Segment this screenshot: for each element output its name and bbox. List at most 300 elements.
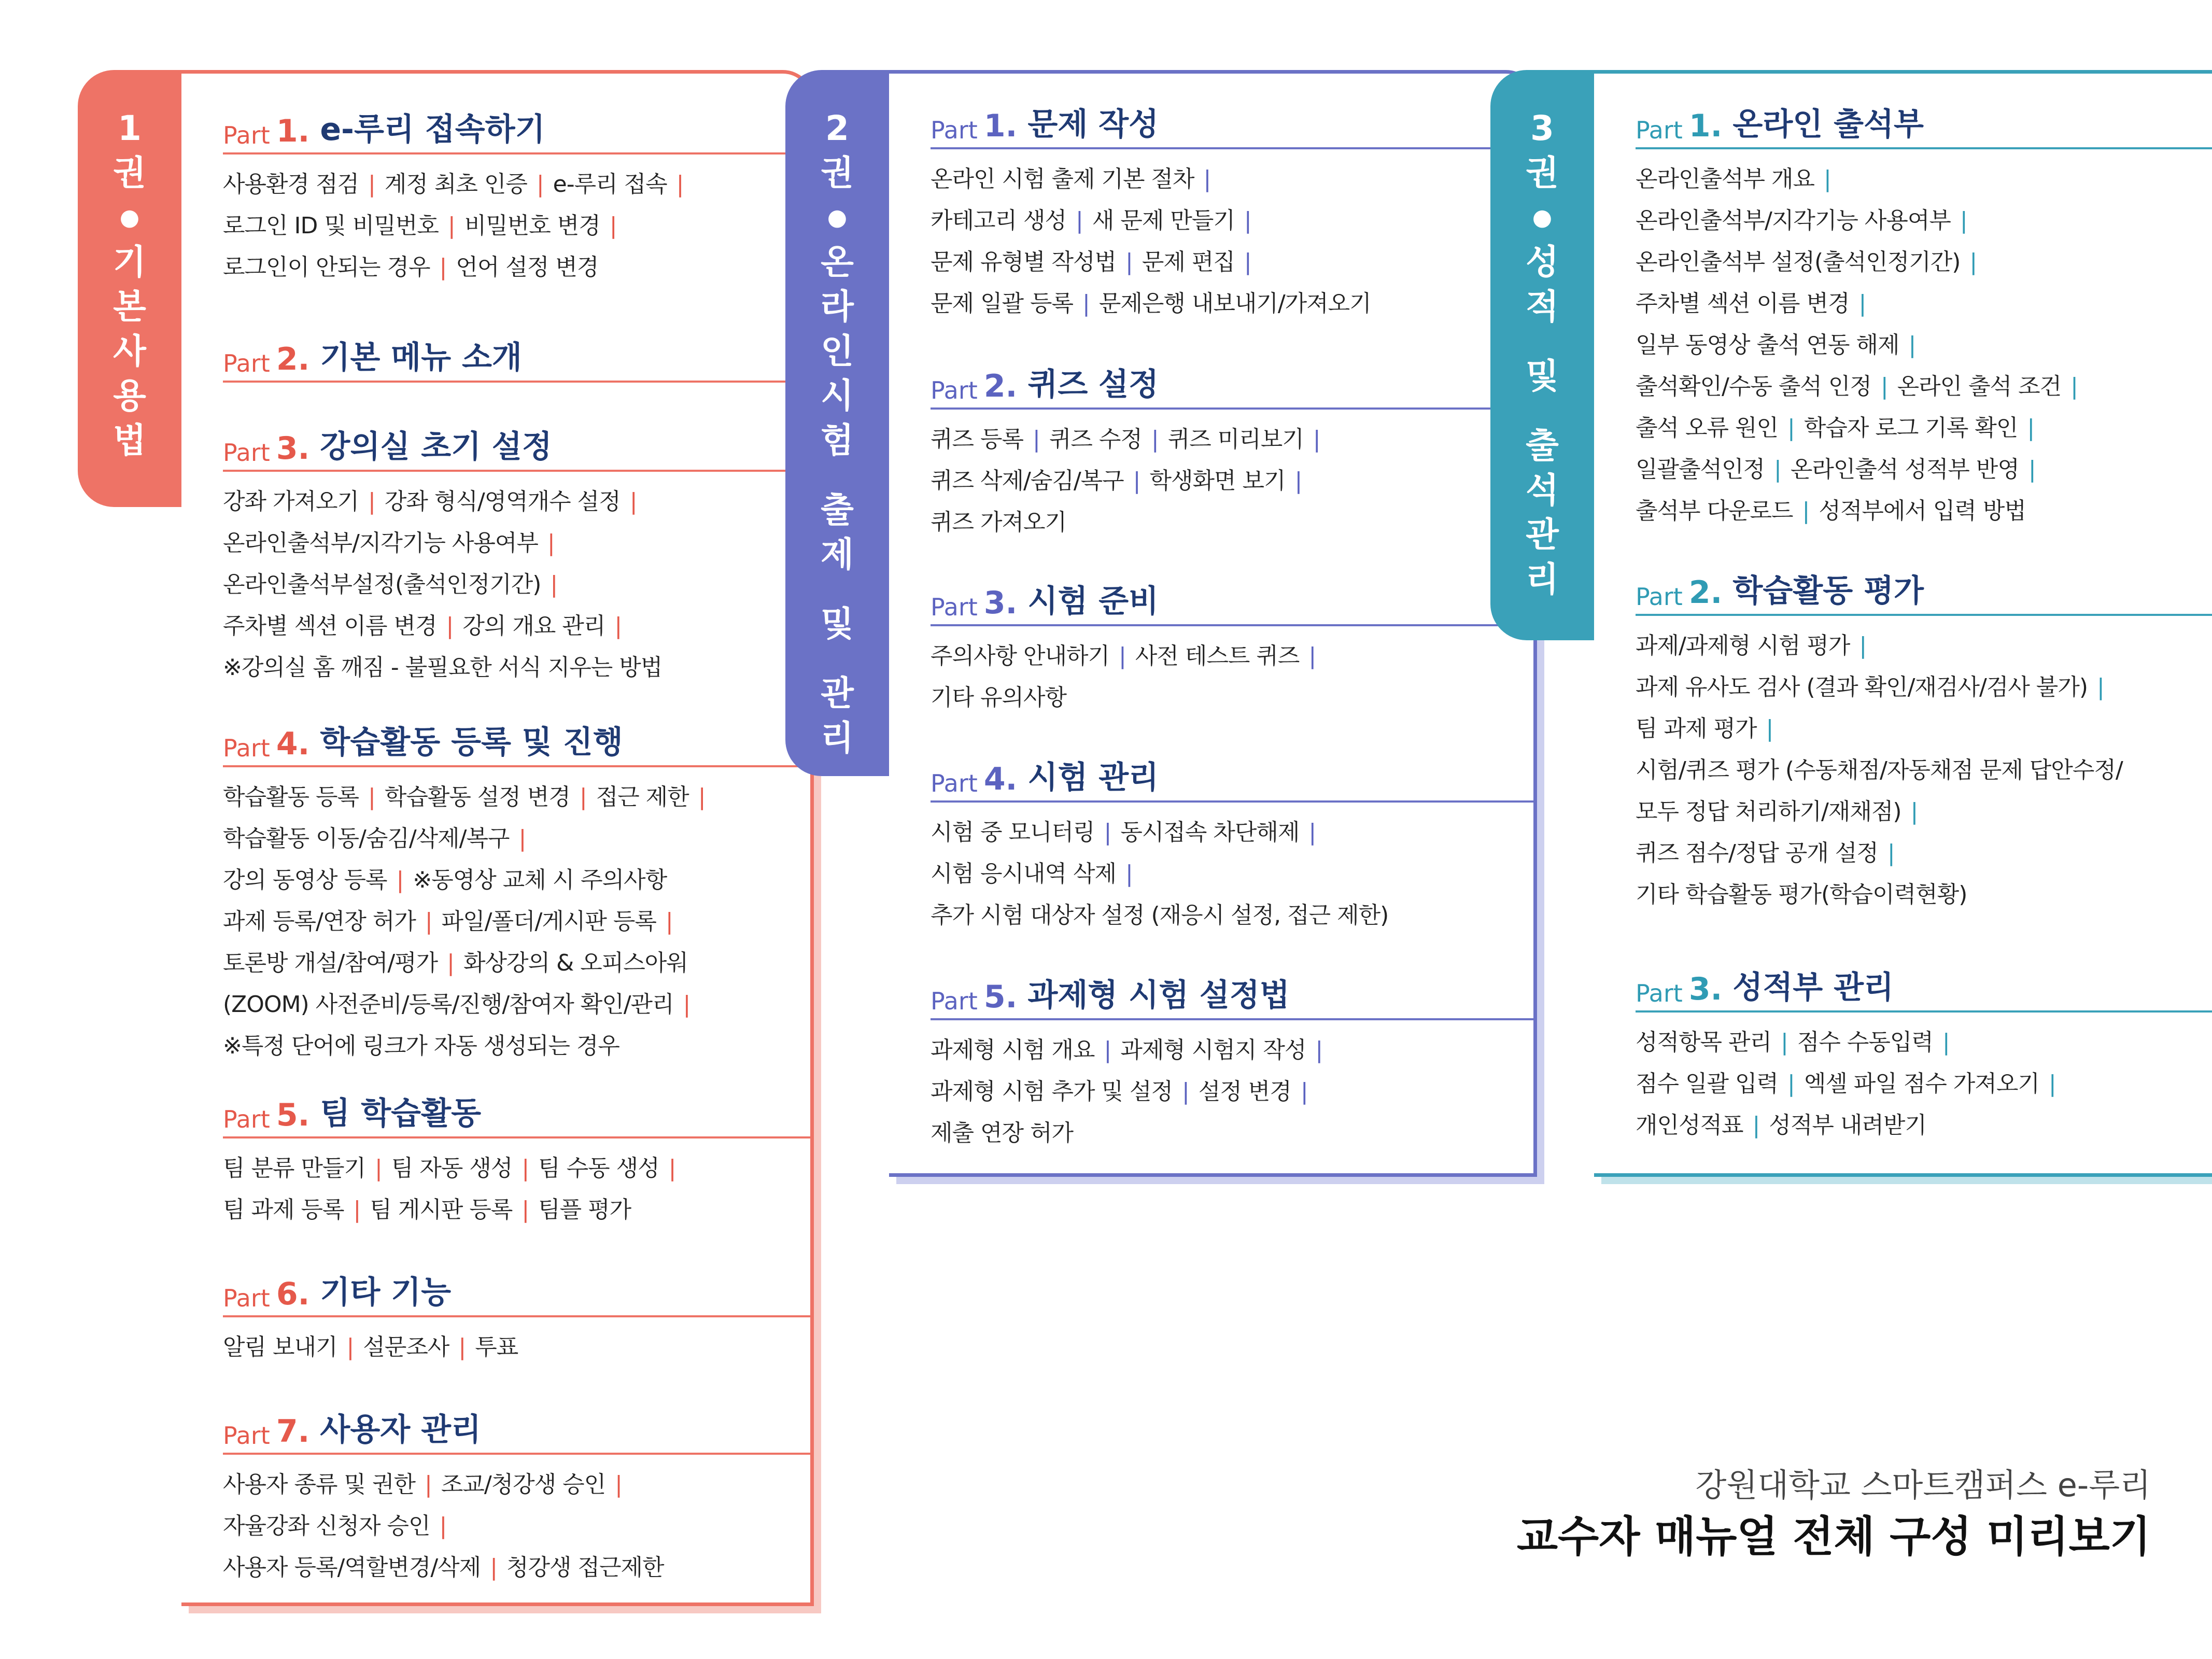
part-label: Part (223, 121, 270, 149)
part-section (223, 724, 810, 1067)
part-section (1636, 969, 2212, 1146)
part-heading (1636, 573, 2212, 616)
list-item: 온라인 시험 출제 기본 절차 (931, 166, 1194, 192)
separator-bar: | (2027, 415, 2035, 441)
list-item: 사용자 등록/역할변경/삭제 (223, 1554, 481, 1581)
part-section (223, 1274, 810, 1368)
separator-bar: | (1181, 1078, 1189, 1105)
separator-bar: | (396, 867, 404, 893)
item-line (223, 777, 810, 818)
separator-bar: | (698, 784, 706, 810)
part-title: 퀴즈 설정 (1027, 367, 1159, 403)
list-item: 주차별 섹션 이름 변경 (223, 613, 437, 639)
item-line (1636, 366, 2212, 407)
list-item: 기타 학습활동 평가(학습이력현황) (1636, 881, 1967, 908)
part-number: 5. (276, 1097, 310, 1133)
list-item: 강의 개요 관리 (462, 613, 605, 639)
part-heading (931, 583, 1533, 626)
separator-bar: | (1308, 643, 1316, 669)
item-line (223, 818, 810, 860)
list-item: 온라인 출석 조건 (1897, 373, 2062, 400)
list-item: 토론방 개설/참여/평가 (223, 950, 438, 976)
item-line (223, 606, 810, 647)
part-title: 시험 준비 (1027, 583, 1159, 620)
list-item: 청강생 접근제한 (506, 1554, 664, 1581)
item-line (1636, 1063, 2212, 1105)
separator-bar: | (1119, 643, 1126, 669)
volume-title-char: 온 (821, 242, 854, 282)
bullet-icon: ● (119, 204, 140, 231)
list-item: 계정 최초 인증 (384, 171, 527, 198)
separator-bar: | (1766, 715, 1773, 742)
part-title: 팀 학습활동 (320, 1095, 482, 1132)
part-heading (1636, 969, 2212, 1013)
list-item: (ZOOM) 사전준비/등록/진행/참여자 확인/관리 (223, 991, 674, 1018)
volume-title-char: 관 (821, 673, 854, 713)
item-line (223, 647, 810, 688)
separator-bar: | (368, 488, 375, 515)
part-item-list (931, 419, 1533, 543)
list-item: 퀴즈 점수/정답 공개 설정 (1636, 840, 1878, 866)
item-line (223, 164, 810, 205)
volume-unit: 권 (1526, 153, 1559, 193)
part-heading (931, 760, 1533, 803)
item-line (1636, 449, 2212, 490)
list-item: 온라인출석부/지각기능 사용여부 (223, 530, 538, 556)
list-item: 자율강좌 신청자 승인 (223, 1513, 430, 1539)
part-number: 3. (276, 430, 310, 467)
list-item: 사용자 종류 및 권한 (223, 1471, 415, 1498)
list-item: 과제형 시험지 작성 (1120, 1037, 1306, 1063)
item-line (931, 200, 1533, 242)
item-line (1636, 325, 2212, 366)
list-item: 추가 시험 대상자 설정 (재응시 설정, 접근 제한) (931, 902, 1389, 929)
item-line (223, 1506, 810, 1547)
part-section (1636, 106, 2212, 532)
separator-bar: | (1781, 1029, 1788, 1056)
list-item: 온라인출석부설정(출석인정기간) (223, 571, 541, 598)
part-title: 시험 관리 (1027, 760, 1159, 796)
volume-title-char: 및 (821, 604, 854, 644)
part-number: 7. (276, 1413, 310, 1450)
separator-bar: | (683, 991, 691, 1018)
part-label: Part (223, 1105, 270, 1133)
item-line (1636, 159, 2212, 200)
item-line (1636, 200, 2212, 242)
list-item: 일부 동영상 출석 연동 해제 (1636, 332, 1899, 358)
list-item: 퀴즈 삭제/숨김/복구 (931, 468, 1124, 494)
item-line (223, 1148, 810, 1189)
separator-bar: | (1294, 468, 1302, 494)
list-item: 온라인출석부 개요 (1636, 166, 1815, 192)
part-label: Part (223, 349, 270, 377)
list-item: 사전 테스트 퀴즈 (1135, 643, 1300, 669)
item-line (1636, 874, 2212, 916)
separator-bar: | (1908, 332, 1916, 358)
separator-bar: | (522, 1155, 529, 1182)
list-item: 새 문제 만들기 (1092, 207, 1235, 234)
item-line (931, 812, 1533, 853)
separator-bar: | (536, 171, 544, 198)
part-number: 4. (983, 761, 1018, 797)
part-item-list (223, 777, 810, 1067)
bullet-icon: ● (1532, 204, 1553, 231)
item-line (1636, 283, 2212, 325)
item-line (223, 1464, 810, 1506)
list-item: 개인성적표 (1636, 1112, 1743, 1138)
list-item: 학습활동 이동/숨김/삭제/복구 (223, 825, 510, 852)
list-item: 카테고리 생성 (931, 207, 1067, 234)
separator-bar: | (446, 613, 454, 639)
list-item: 출석부 다운로드 (1636, 498, 1793, 524)
volume-unit: 권 (821, 153, 854, 193)
item-line (1636, 667, 2212, 708)
part-label: Part (1636, 116, 1683, 144)
item-line (1636, 407, 2212, 449)
separator-bar: | (1125, 861, 1133, 887)
part-item-list (1636, 625, 2212, 916)
separator-bar: | (1752, 1112, 1760, 1138)
list-item: 시험 응시내역 삭제 (931, 861, 1117, 887)
part-label: Part (931, 987, 978, 1015)
footer-title: 교수자 매뉴얼 전체 구성 미리보기 (1516, 1512, 2151, 1562)
part-heading (223, 429, 810, 472)
separator-bar: | (1910, 798, 1918, 825)
separator-bar: | (1104, 1037, 1111, 1063)
part-item-list (223, 1148, 810, 1231)
volume-title-char: 시 (821, 376, 854, 416)
list-item: 출석 오류 원인 (1636, 415, 1778, 441)
part-heading (931, 367, 1533, 410)
item-line (931, 895, 1533, 936)
volume-title-char: 제 (821, 535, 854, 574)
list-item: 퀴즈 가져오기 (931, 509, 1067, 536)
separator-bar: | (615, 1471, 622, 1498)
list-item: 성적항목 관리 (1636, 1029, 1772, 1056)
item-line (931, 502, 1533, 543)
list-item: 제출 연장 허가 (931, 1120, 1073, 1146)
part-item-list (1636, 159, 2212, 532)
part-title: 학습활동 평가 (1732, 573, 1924, 609)
part-heading (1636, 106, 2212, 149)
separator-bar: | (1244, 207, 1251, 234)
item-line (1636, 708, 2212, 750)
volume-title-char: 및 (1526, 356, 1559, 396)
item-line (223, 1327, 810, 1368)
list-item: 로그인 ID 및 비밀번호 (223, 213, 439, 239)
part-title: 성적부 관리 (1732, 969, 1894, 1006)
part-section (931, 760, 1533, 936)
item-line (223, 523, 810, 564)
footer (1517, 1462, 2151, 1566)
list-item: 문제 일괄 등록 (931, 290, 1073, 317)
separator-bar: | (439, 254, 447, 280)
list-item: 퀴즈 등록 (931, 426, 1024, 453)
separator-bar: | (1960, 207, 1967, 234)
separator-bar: | (1824, 166, 1831, 192)
separator-bar: | (522, 1197, 529, 1223)
part-title: 문제 작성 (1027, 106, 1159, 143)
separator-bar: | (676, 171, 684, 198)
separator-bar: | (668, 1155, 676, 1182)
item-line (1636, 490, 2212, 532)
list-item: 주의사항 안내하기 (931, 643, 1110, 669)
part-number: 2. (276, 341, 310, 377)
item-line (931, 1113, 1533, 1154)
volume-title-char: 성 (1526, 242, 1559, 282)
part-item-list (223, 1327, 810, 1368)
list-item: 사용환경 점검 (223, 171, 359, 198)
part-number: 3. (1688, 971, 1723, 1007)
separator-bar: | (1942, 1029, 1950, 1056)
list-item: 동시접속 차단해제 (1120, 819, 1300, 846)
volume-title-char: 본 (113, 287, 146, 327)
separator-bar: | (665, 908, 673, 935)
part-title: e-루리 접속하기 (320, 111, 545, 148)
item-line (223, 1025, 810, 1067)
separator-bar: | (1787, 1071, 1795, 1097)
list-item: 강좌 형식/영역개수 설정 (384, 488, 621, 515)
item-line (1636, 833, 2212, 874)
item-line (223, 1189, 810, 1231)
separator-bar: | (2070, 373, 2078, 400)
volume-number: 3 (1530, 108, 1554, 148)
list-item: 학습활동 설정 변경 (384, 784, 570, 810)
part-section (223, 340, 810, 383)
part-section (223, 429, 810, 688)
part-label: Part (223, 734, 270, 762)
list-item: 문제은행 내보내기/가져오기 (1098, 290, 1371, 317)
list-item: 접근 제한 (596, 784, 689, 810)
part-heading (223, 1412, 810, 1455)
item-line (931, 460, 1533, 502)
separator-bar: | (1787, 415, 1795, 441)
list-item: ※강의실 홈 깨짐 - 불필요한 서식 지우는 방법 (223, 654, 663, 681)
list-item: 과제/과제형 시험 평가 (1636, 632, 1850, 659)
list-item: ※동영상 교체 시 주의사항 (413, 867, 667, 893)
volume-title-char: 리 (1526, 559, 1559, 599)
part-item-list (1636, 1022, 2212, 1146)
item-line (223, 943, 810, 984)
list-item: 로그인이 안되는 경우 (223, 254, 430, 280)
item-line (931, 242, 1533, 283)
list-item: 언어 설정 변경 (456, 254, 599, 280)
volume-3-tab (1490, 70, 1594, 640)
part-number: 6. (276, 1276, 310, 1312)
separator-bar: | (1300, 1078, 1308, 1105)
list-item: 점수 일괄 입력 (1636, 1071, 1778, 1097)
list-item: 출석확인/수동 출석 인정 (1636, 373, 1871, 400)
list-item: 성적부에서 입력 방법 (1819, 498, 2026, 524)
part-section (223, 1095, 810, 1231)
part-title: 기본 메뉴 소개 (320, 340, 522, 376)
volume-2-panel (889, 70, 1537, 1177)
volume-1-tab (78, 70, 181, 507)
separator-bar: | (1774, 456, 1781, 483)
separator-bar: | (1082, 290, 1090, 317)
separator-bar: | (346, 1334, 354, 1360)
part-item-list (931, 812, 1533, 936)
part-title: 기타 기능 (320, 1274, 452, 1311)
part-heading (223, 1274, 810, 1317)
item-line (931, 419, 1533, 460)
part-item-list (223, 164, 810, 288)
separator-bar: | (1308, 819, 1316, 846)
part-section (931, 106, 1533, 325)
separator-bar: | (2048, 1071, 2056, 1097)
volume-title-char: 관 (1526, 515, 1559, 555)
part-item-list (931, 159, 1533, 325)
separator-bar: | (425, 908, 432, 935)
item-line (1636, 791, 2212, 833)
part-label: Part (223, 1284, 270, 1312)
part-heading (931, 106, 1533, 149)
item-line (931, 677, 1533, 719)
list-item: 학생화면 보기 (1149, 468, 1286, 494)
separator-bar: | (1133, 468, 1140, 494)
list-item: 강좌 가져오기 (223, 488, 359, 515)
part-label: Part (223, 1422, 270, 1450)
separator-bar: | (375, 1155, 382, 1182)
footer-subtitle: 강원대학교 스마트캠퍼스 e-루리 (1695, 1466, 2151, 1504)
part-label: Part (931, 593, 978, 621)
separator-bar: | (609, 213, 617, 239)
volume-title-char: 석 (1526, 470, 1559, 510)
part-label: Part (931, 376, 978, 404)
list-item: 설문조사 (363, 1334, 449, 1360)
item-line (223, 564, 810, 606)
separator-bar: | (579, 784, 587, 810)
list-item: 온라인출석 성적부 반영 (1790, 456, 2019, 483)
volume-title-char: 법 (113, 420, 146, 460)
separator-bar: | (439, 1513, 447, 1539)
separator-bar: | (1076, 207, 1083, 234)
list-item: 시험 중 모니터링 (931, 819, 1095, 846)
part-title: 과제형 시험 설정법 (1027, 977, 1290, 1014)
item-line (223, 901, 810, 943)
item-line (1636, 1105, 2212, 1146)
volume-title-char: 리 (821, 718, 854, 758)
part-label: Part (931, 769, 978, 797)
volume-title-char: 적 (1526, 287, 1559, 327)
separator-bar: | (2028, 456, 2036, 483)
part-title: 강의실 초기 설정 (320, 429, 552, 465)
separator-bar: | (1315, 1037, 1323, 1063)
part-number: 1. (1688, 108, 1723, 144)
separator-bar: | (458, 1334, 466, 1360)
item-line (1636, 242, 2212, 283)
item-line (223, 205, 810, 247)
item-line (931, 159, 1533, 200)
item-line (931, 853, 1533, 895)
list-item: 팀 분류 만들기 (223, 1155, 365, 1182)
part-number: 5. (983, 979, 1018, 1015)
part-section (1636, 573, 2212, 916)
part-section (931, 977, 1533, 1154)
separator-bar: | (1033, 426, 1040, 453)
part-number: 2. (983, 368, 1018, 404)
separator-bar: | (1859, 632, 1867, 659)
list-item: 팀 과제 평가 (1636, 715, 1757, 742)
separator-bar: | (353, 1197, 361, 1223)
item-line (1636, 1022, 2212, 1063)
list-item: 과제형 시험 추가 및 설정 (931, 1078, 1173, 1105)
list-item: 온라인출석부/지각기능 사용여부 (1636, 207, 1951, 234)
separator-bar: | (1104, 819, 1111, 846)
part-item-list (223, 481, 810, 688)
volume-title-char: 용 (113, 376, 146, 416)
part-label: Part (1636, 583, 1683, 611)
volume-title-char: 출 (821, 490, 854, 530)
list-item: 조교/청강생 승인 (441, 1471, 606, 1498)
separator-bar: | (614, 613, 622, 639)
volume-title-char: 험 (821, 420, 854, 460)
part-heading (931, 977, 1533, 1020)
list-item: 문제 유형별 작성법 (931, 249, 1117, 275)
separator-bar: | (1880, 373, 1888, 400)
list-item: 엑셀 파일 점수 가져오기 (1804, 1071, 2039, 1097)
list-item: e-루리 접속 (553, 171, 667, 198)
separator-bar: | (447, 213, 455, 239)
separator-bar: | (1887, 840, 1895, 866)
list-item: 팀 게시판 등록 (370, 1197, 513, 1223)
bullet-icon: ● (827, 204, 848, 231)
separator-bar: | (447, 950, 454, 976)
part-number: 2. (1688, 574, 1723, 611)
separator-bar: | (425, 1471, 432, 1498)
item-line (223, 481, 810, 523)
part-section (223, 111, 810, 288)
volume-title-char: 인 (821, 331, 854, 371)
part-number: 1. (276, 113, 310, 149)
item-line (1636, 625, 2212, 667)
part-title: 사용자 관리 (320, 1412, 482, 1448)
volume-number: 2 (825, 108, 849, 148)
part-number: 3. (983, 585, 1018, 621)
list-item: 알림 보내기 (223, 1334, 337, 1360)
separator-bar: | (368, 784, 375, 810)
part-label: Part (931, 116, 978, 144)
list-item: 팀 과제 등록 (223, 1197, 344, 1223)
item-line (931, 283, 1533, 325)
separator-bar: | (490, 1554, 498, 1581)
list-item: 학습자 로그 기록 확인 (1804, 415, 2018, 441)
item-line (931, 636, 1533, 677)
separator-bar: | (1151, 426, 1159, 453)
part-title: 온라인 출석부 (1732, 106, 1924, 143)
part-section (223, 1412, 810, 1588)
list-item: 비밀번호 변경 (464, 213, 600, 239)
list-item: 기타 유의사항 (931, 684, 1067, 711)
volume-2-tab (785, 70, 889, 776)
separator-bar: | (518, 825, 526, 852)
volume-title-char: 기 (113, 242, 146, 282)
separator-bar: | (368, 171, 375, 198)
part-heading (223, 340, 810, 383)
part-number: 1. (983, 108, 1018, 144)
list-item: 팀플 평가 (538, 1197, 631, 1223)
item-line (223, 247, 810, 288)
item-line (223, 1547, 810, 1588)
list-item: 파일/폴더/게시판 등록 (441, 908, 656, 935)
separator-bar: | (1802, 498, 1810, 524)
list-item: 학습활동 등록 (223, 784, 359, 810)
list-item: 팀 수동 생성 (538, 1155, 659, 1182)
volume-number: 1 (118, 108, 142, 148)
part-number: 4. (276, 726, 310, 762)
list-item: 과제 유사도 검사 (결과 확인/재검사/검사 불가) (1636, 674, 2088, 700)
list-item: 성적부 내려받기 (1769, 1112, 1926, 1138)
